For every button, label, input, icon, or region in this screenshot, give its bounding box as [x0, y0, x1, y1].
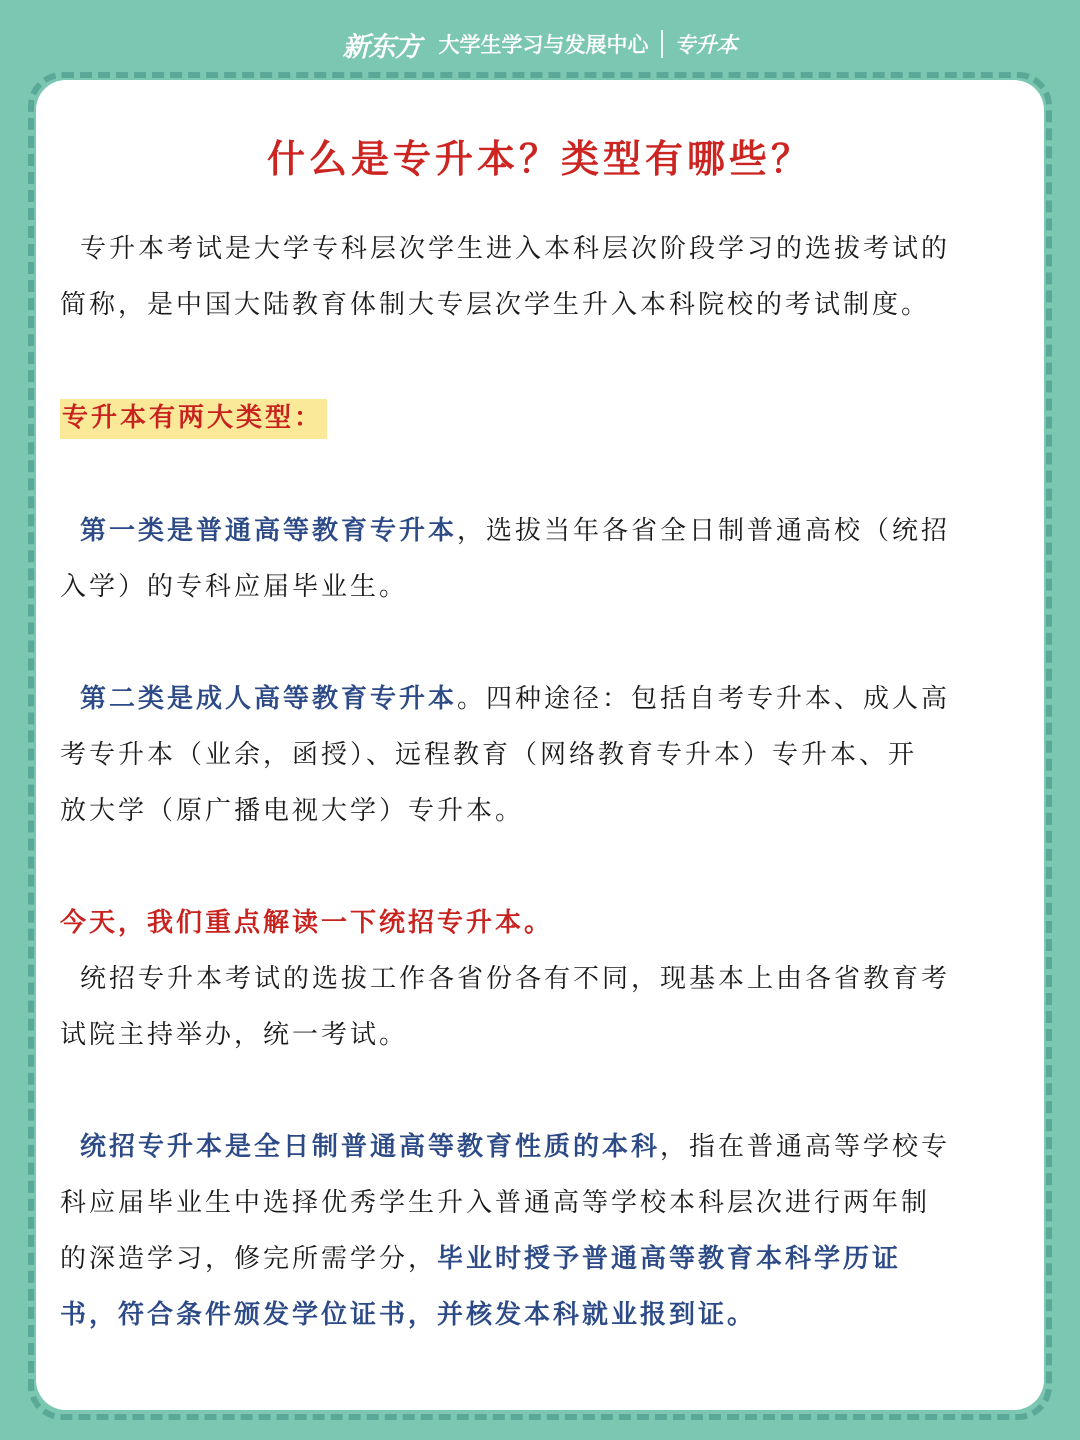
type2-line-3: 放大学（原广播电视大学）专升本。	[60, 796, 525, 826]
brand-tag: 专升本	[674, 33, 738, 57]
tongzhao-paragraph	[60, 1119, 1022, 1343]
types-heading	[60, 390, 1022, 446]
intro-paragraph	[60, 221, 1022, 333]
type1-highlight: 第一类是普通高等教育专升本	[80, 516, 458, 546]
page-title: 什么是专升本？类型有哪些？	[266, 137, 813, 181]
focus-line-2: 试院主持举办，统一考试。	[60, 1020, 409, 1050]
types-heading-highlight: 专升本有两大类型：	[60, 399, 327, 439]
brand-header	[0, 22, 1080, 66]
type2-line-1-rest: 。四种途径：包括自考专升本、成人高	[457, 684, 951, 714]
type1-line-1-rest: ，选拔当年各省全日制普通高校（统招	[457, 516, 951, 546]
brand-logo: 新东方	[342, 31, 421, 63]
focus-red-line: 今天，我们重点解读一下统招专升本。	[60, 908, 554, 938]
tongzhao-line-3-plain: 的深造学习，修完所需学分，	[60, 1244, 438, 1274]
type2-paragraph	[60, 671, 1022, 839]
tongzhao-line-3	[60, 1231, 1022, 1287]
type1-line-1	[60, 503, 1022, 559]
tongzhao-line-3-highlight: 毕业时授予普通高等教育本科学历证	[437, 1244, 902, 1274]
tongzhao-line-1-rest: ，指在普通高等学校专	[660, 1132, 951, 1162]
type2-line-2: 考专升本（业余，函授）、远程教育（网络教育专升本）专升本、开	[60, 740, 918, 770]
focus-line-1: 统招专升本考试的选拔工作各省份各有不同，现基本上由各省教育考	[80, 964, 951, 994]
tongzhao-line-1	[60, 1119, 1022, 1175]
tongzhao-line-4: 书，符合条件颁发学位证书，并核发本科就业报到证。	[60, 1300, 757, 1330]
type2-line-1	[60, 671, 1022, 727]
type2-highlight: 第二类是成人高等教育专升本	[80, 684, 458, 714]
tongzhao-highlight-1: 统招专升本是全日制普通高等教育性质的本科	[80, 1132, 661, 1162]
brand-org-name: 大学生学习与发展中心	[438, 33, 649, 57]
intro-line-2: 简称，是中国大陆教育体制大专层次学生升入本科院校的考试制度。	[60, 290, 931, 320]
tongzhao-line-2: 科应届毕业生中选择优秀学生升入普通高等学校本科层次进行两年制	[60, 1188, 931, 1218]
type1-paragraph	[60, 503, 1022, 615]
intro-line-1: 专升本考试是大学专科层次学生进入本科层次阶段学习的选拔考试的	[80, 234, 951, 264]
brand-divider	[661, 30, 663, 58]
focus-paragraph	[60, 895, 1022, 1063]
type1-line-2: 入学）的专科应届毕业生。	[60, 572, 409, 602]
